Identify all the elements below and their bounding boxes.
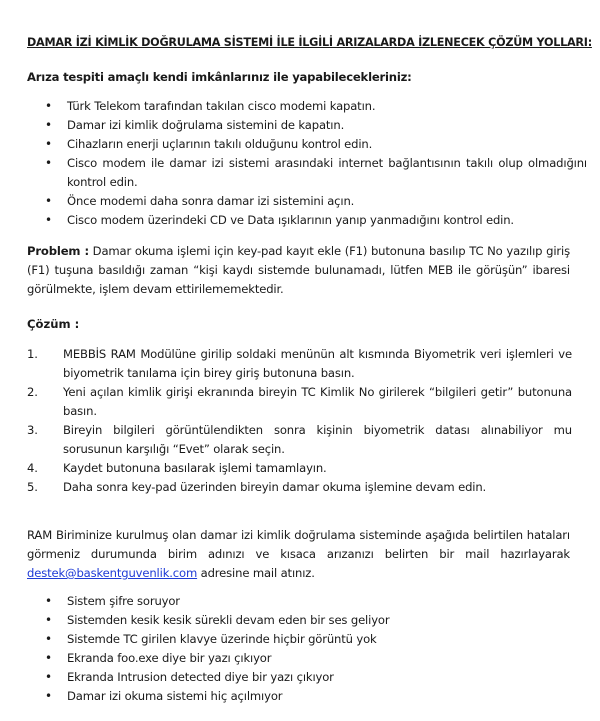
list-item: • Ekranda foo.exe diye bir yazı çıkıyor — [45, 649, 587, 668]
list-item: • Cisco modem üzerindeki CD ve Data ışıklarının yanıp yanmadığını kontrol edin. — [45, 211, 587, 230]
document-title: DAMAR İZİ KİMLİK DOĞRULAMA SİSTEMİ İLE İLGİLİ ARIZALARDA İZLENECEK ÇÖZÜM YOLLARI: — [27, 36, 592, 49]
list-item: • Sistemden kesik kesik sürekli devam eden bir ses geliyor — [45, 611, 587, 630]
problem-paragraph — [27, 242, 570, 299]
bullet-icon: • — [45, 213, 52, 227]
list-item: • Cisco modem ile damar izi sistemi arasındaki internet bağlantısının takılı olup olmadığını kontrol edin. — [45, 156, 587, 189]
bullet-icon: • — [45, 118, 52, 132]
bullet-icon: • — [45, 156, 52, 170]
solution-steps — [27, 345, 572, 497]
bullet-icon: • — [45, 194, 52, 208]
list-item: • Sistemde TC girilen klavye üzerinde hiçbir görüntü yok — [45, 630, 587, 649]
list-item: • Sistem şifre soruyor — [45, 592, 587, 611]
solution-heading: Çözüm : — [27, 317, 80, 331]
bullet-icon: • — [45, 594, 52, 608]
list-item: • Damar izi okuma sistemi hiç açılmıyor — [45, 687, 587, 706]
list-item: • Damar izi kimlik doğrulama sistemini de kapatın. — [45, 116, 587, 135]
support-email-link[interactable]: destek@baskentguvenlik.com — [27, 566, 198, 580]
problem-text: Damar okuma işlemi için key-pad kayıt ekle (F1) butonuna basılıp TC No yazılıp giriş (F1) tuşuna basıldığı zaman “kişi kaydı sistemde bulunamadı, lütfen MEB ile görüşün” ibaresi görülmekte, işlem devam ettirilememektedir. — [27, 244, 570, 296]
bullet-icon: • — [45, 689, 52, 703]
errors-list — [45, 592, 587, 706]
checks-list — [45, 97, 587, 230]
list-item: 4. Kaydet butonuna basılarak işlemi tamamlayın. — [27, 461, 327, 475]
list-item: • Ekranda Intrusion detected diye bir yazı çıkıyor — [45, 668, 587, 687]
list-item: 1. MEBBİS RAM Modülüne girilip soldaki menünün alt kısmında Biyometrik veri işlemleri ve biyometrik tanılama için birey giriş butonuna basın. — [27, 347, 572, 380]
bullet-icon: • — [45, 632, 52, 646]
list-item: • Önce modemi daha sonra damar izi sistemini açın. — [45, 192, 587, 211]
list-item: • Türk Telekom tarafından takılan cisco modemi kapatın. — [45, 97, 587, 116]
list-item: 3. Bireyin bilgileri görüntülendikten sonra kişinin biyometrik datası alınabiliyor mu sorusunun karşılığı “Evet” olarak seçin. — [27, 423, 572, 456]
list-item: 2. Yeni açılan kimlik girişi ekranında bireyin TC Kimlik No girilerek “bilgileri getir” butonuna basın. — [27, 385, 572, 418]
bullet-icon: • — [45, 670, 52, 684]
problem-label: Problem : — [27, 244, 89, 258]
list-item: 5. Daha sonra key-pad üzerinden bireyin damar okuma işlemine devam edin. — [27, 480, 487, 494]
section-subtitle: Arıza tespiti amaçlı kendi imkânlarınız ile yapabilecekleriniz: — [27, 70, 412, 84]
bullet-icon: • — [45, 137, 52, 151]
list-item: • Cihazların enerji uçlarının takılı olduğunu kontrol edin. — [45, 135, 587, 154]
bullet-icon: • — [45, 651, 52, 665]
contact-paragraph: RAM Biriminize kurulmuş olan damar izi kimlik doğrulama sisteminde aşağıda belirtilen hataları görmeniz durumunda birim adınızı ve kısaca arızanızı belirten bir mail hazırlayarak destek@baskentguvenlik.com adresine mail atınız. — [27, 528, 570, 580]
bullet-icon: • — [45, 613, 52, 627]
bullet-icon: • — [45, 99, 52, 113]
